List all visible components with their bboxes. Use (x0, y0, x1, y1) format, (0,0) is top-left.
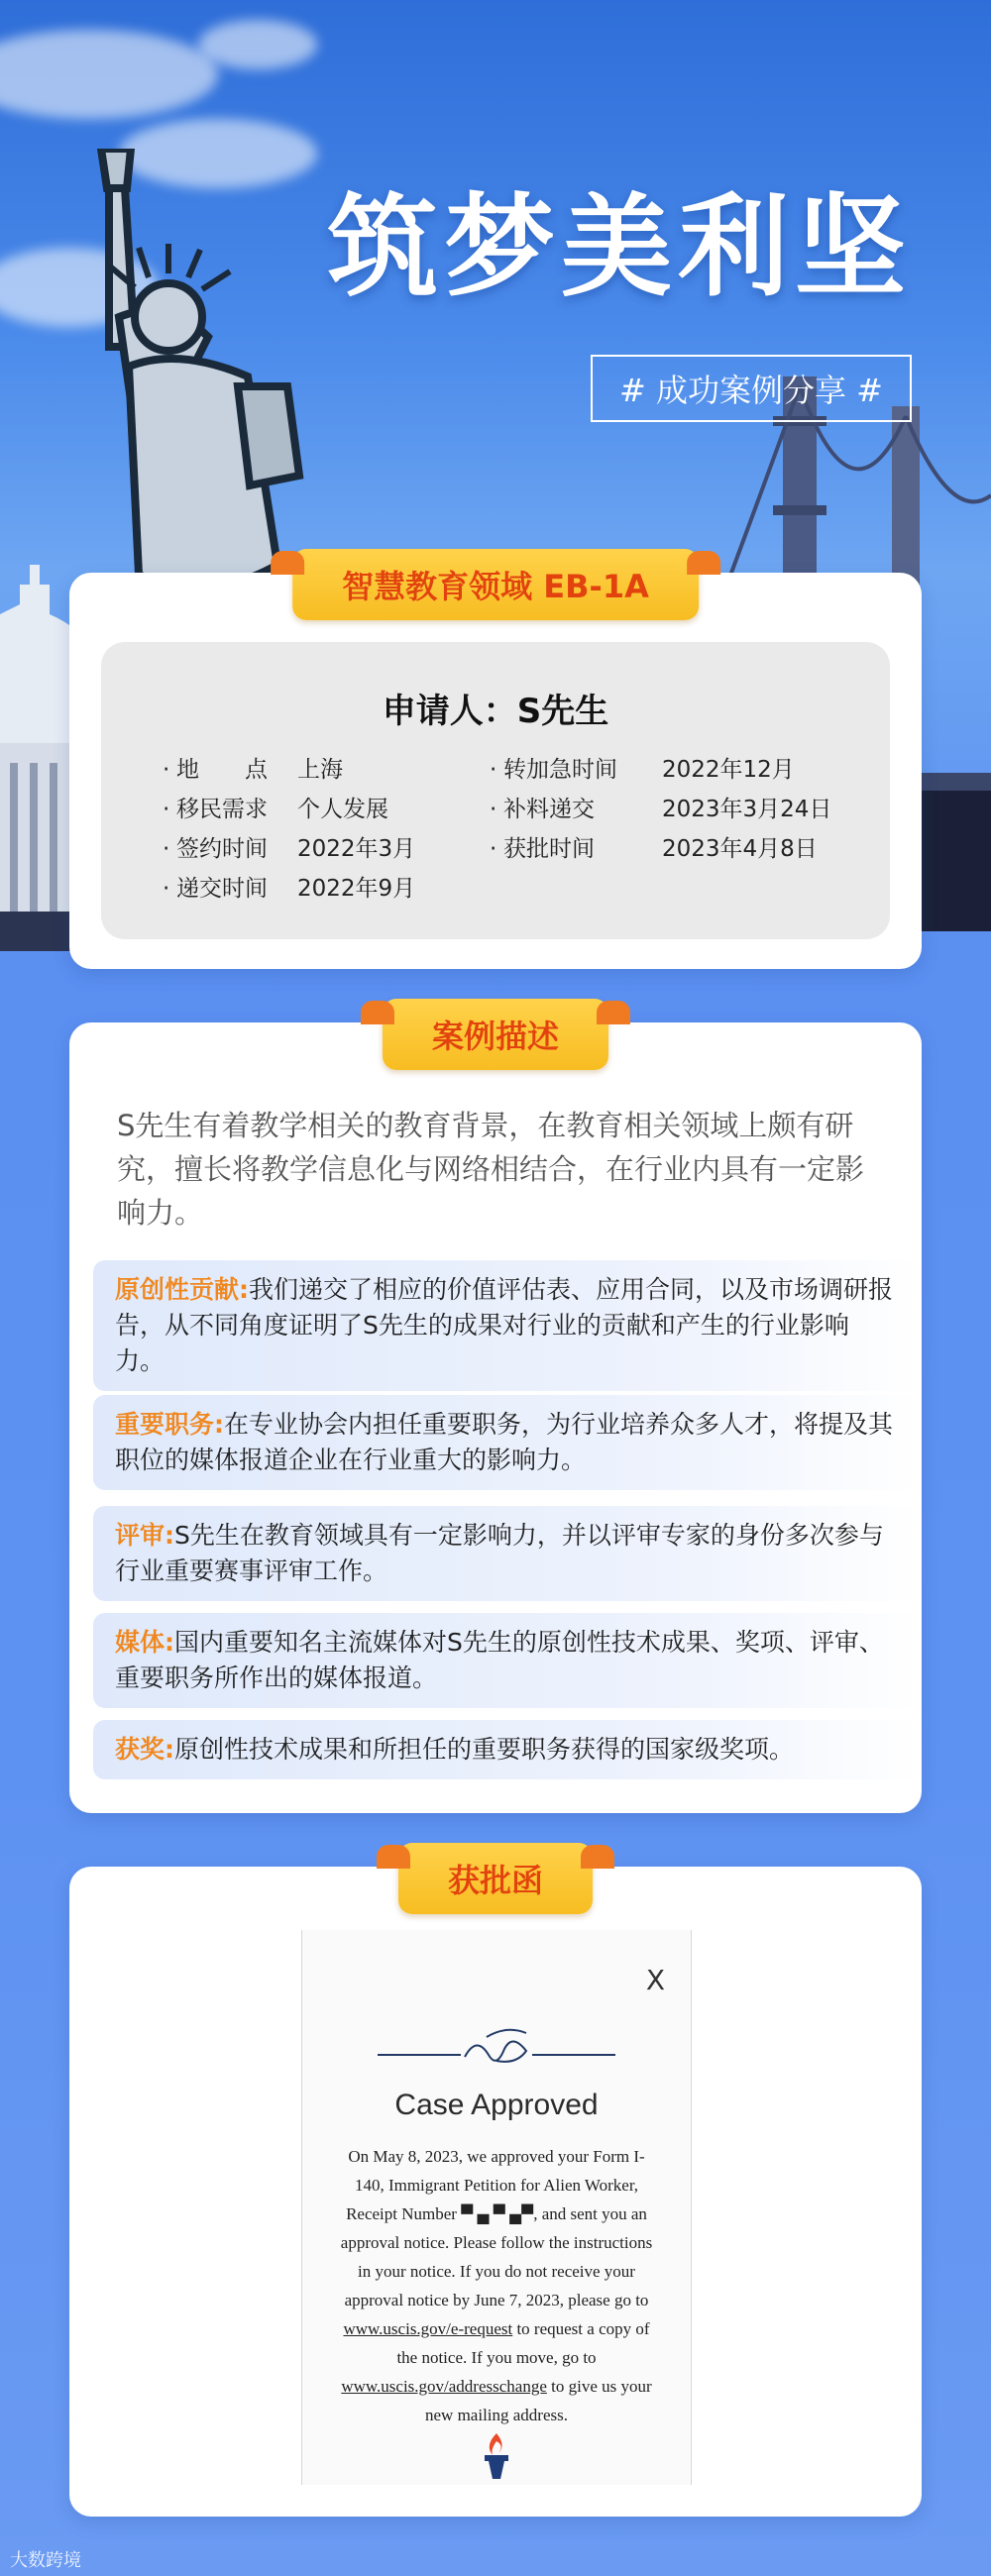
point-key: 原创性贡献: (115, 1275, 249, 1304)
address-change-link[interactable]: www.uscis.gov/addresschange (341, 2377, 547, 2396)
info-value: 个人发展 (297, 797, 388, 822)
signature-flourish-icon (378, 2025, 615, 2075)
info-label: 补料递交 (503, 797, 595, 822)
point-key: 评审: (115, 1521, 174, 1550)
point-key: 获奖: (115, 1735, 174, 1764)
applicant-name: 申请人：S先生 (382, 692, 609, 731)
info-row-expedite-date: · 转加急时间 2022年12月 (490, 751, 795, 784)
point-text: 我们递交了相应的价值评估表、应用合同，以及市场调研报告，从不同角度证明了S先生的成果对行业的贡献和产生的行业影响力。 (115, 1275, 894, 1375)
approval-letter-ribbon: 获批函 (398, 1843, 593, 1914)
footer-logo-text: 大数跨境 (10, 2550, 81, 2571)
approval-letter-document (301, 1930, 692, 2485)
info-row-rfe-submit: · 补料递交 2023年3月24日 (490, 791, 831, 823)
info-value: 2023年4月8日 (662, 836, 818, 862)
info-value: 上海 (297, 757, 343, 783)
footer-logo (10, 2546, 81, 2572)
info-row-approval-date: · 获批时间 2023年4月8日 (490, 830, 818, 863)
point-text: 原创性技术成果和所担任的重要职务获得的国家级奖项。 (174, 1735, 795, 1764)
case-info-panel (101, 642, 890, 939)
info-label: 获批时间 (503, 836, 595, 862)
point-text: S先生在教育领域具有一定影响力，并以评审专家的身份多次参与行业重要赛事评审工作。 (115, 1521, 884, 1585)
point-key: 重要职务: (115, 1410, 224, 1439)
approval-letter-card (69, 1862, 922, 2517)
info-label: 地 点 (176, 757, 268, 783)
info-label: 转加急时间 (503, 757, 617, 783)
point-key: 媒体: (115, 1628, 174, 1657)
info-label: 移民需求 (176, 797, 268, 822)
approval-letter-body: On May 8, 2023, we approved your Form I-140, Immigrant Petition for Alien Worker, Receipt Number ▀ ▄ ▀ ▄▀, and sent you an approval notice. Please follow the instructions in your notice. If you do not receive your approval notice by June 7, 2023, please go to www.uscis.gov/e-request to request a copy of the notice. If you move, go to www.uscis.gov/addresschange to give us your new mailing address. (340, 2147, 653, 2424)
torch-icon (477, 2431, 516, 2481)
hero-tag: # 成功案例分享 # (591, 355, 912, 422)
info-row-sign-date: · 签约时间 2022年3月 (163, 830, 415, 863)
e-request-link[interactable]: www.uscis.gov/e-request (343, 2319, 513, 2338)
case-description-ribbon: 案例描述 (383, 999, 608, 1070)
point-media (93, 1613, 920, 1708)
info-value: 2023年3月24日 (662, 797, 832, 822)
point-original-contribution (93, 1260, 920, 1391)
info-value: 2022年12月 (662, 757, 795, 783)
cloud (198, 20, 317, 69)
point-text: 国内重要知名主流媒体对S先生的原创性技术成果、奖项、评审、重要职务所作出的媒体报道。 (115, 1628, 884, 1692)
case-info-ribbon: 智慧教育领域 EB-1A (292, 549, 699, 620)
info-row-location: · 地 点 上海 (163, 751, 343, 784)
case-approved-title: Case Approved (394, 2089, 599, 2121)
case-description-intro: S先生有着教学相关的教育背景，在教育相关领域上颇有研究，擅长将教学信息化与网络相结合，在行业内具有一定影响力。 (117, 1109, 865, 1230)
cloud (0, 30, 218, 119)
info-row-migration-need: · 移民需求 个人发展 (163, 791, 388, 823)
info-label: 递交时间 (176, 876, 268, 902)
point-text: 在专业协会内担任重要职务，为行业培养众多人才，将提及其职位的媒体报道企业在行业重大的影响力。 (115, 1410, 894, 1474)
info-row-submit-date: · 递交时间 2022年9月 (163, 870, 415, 903)
info-value: 2022年3月 (297, 836, 416, 862)
point-awards (93, 1720, 920, 1779)
receipt-number-redacted: ▀ ▄ ▀ ▄▀ (461, 2204, 534, 2223)
point-important-role (93, 1395, 920, 1490)
info-label: 签约时间 (176, 836, 268, 862)
hero-title: 筑梦美利坚 (327, 183, 912, 312)
case-info-card (69, 568, 922, 969)
info-value: 2022年9月 (297, 876, 416, 902)
point-judging (93, 1506, 920, 1601)
case-description-card (69, 1018, 922, 1813)
close-icon[interactable]: X (645, 1964, 665, 1996)
